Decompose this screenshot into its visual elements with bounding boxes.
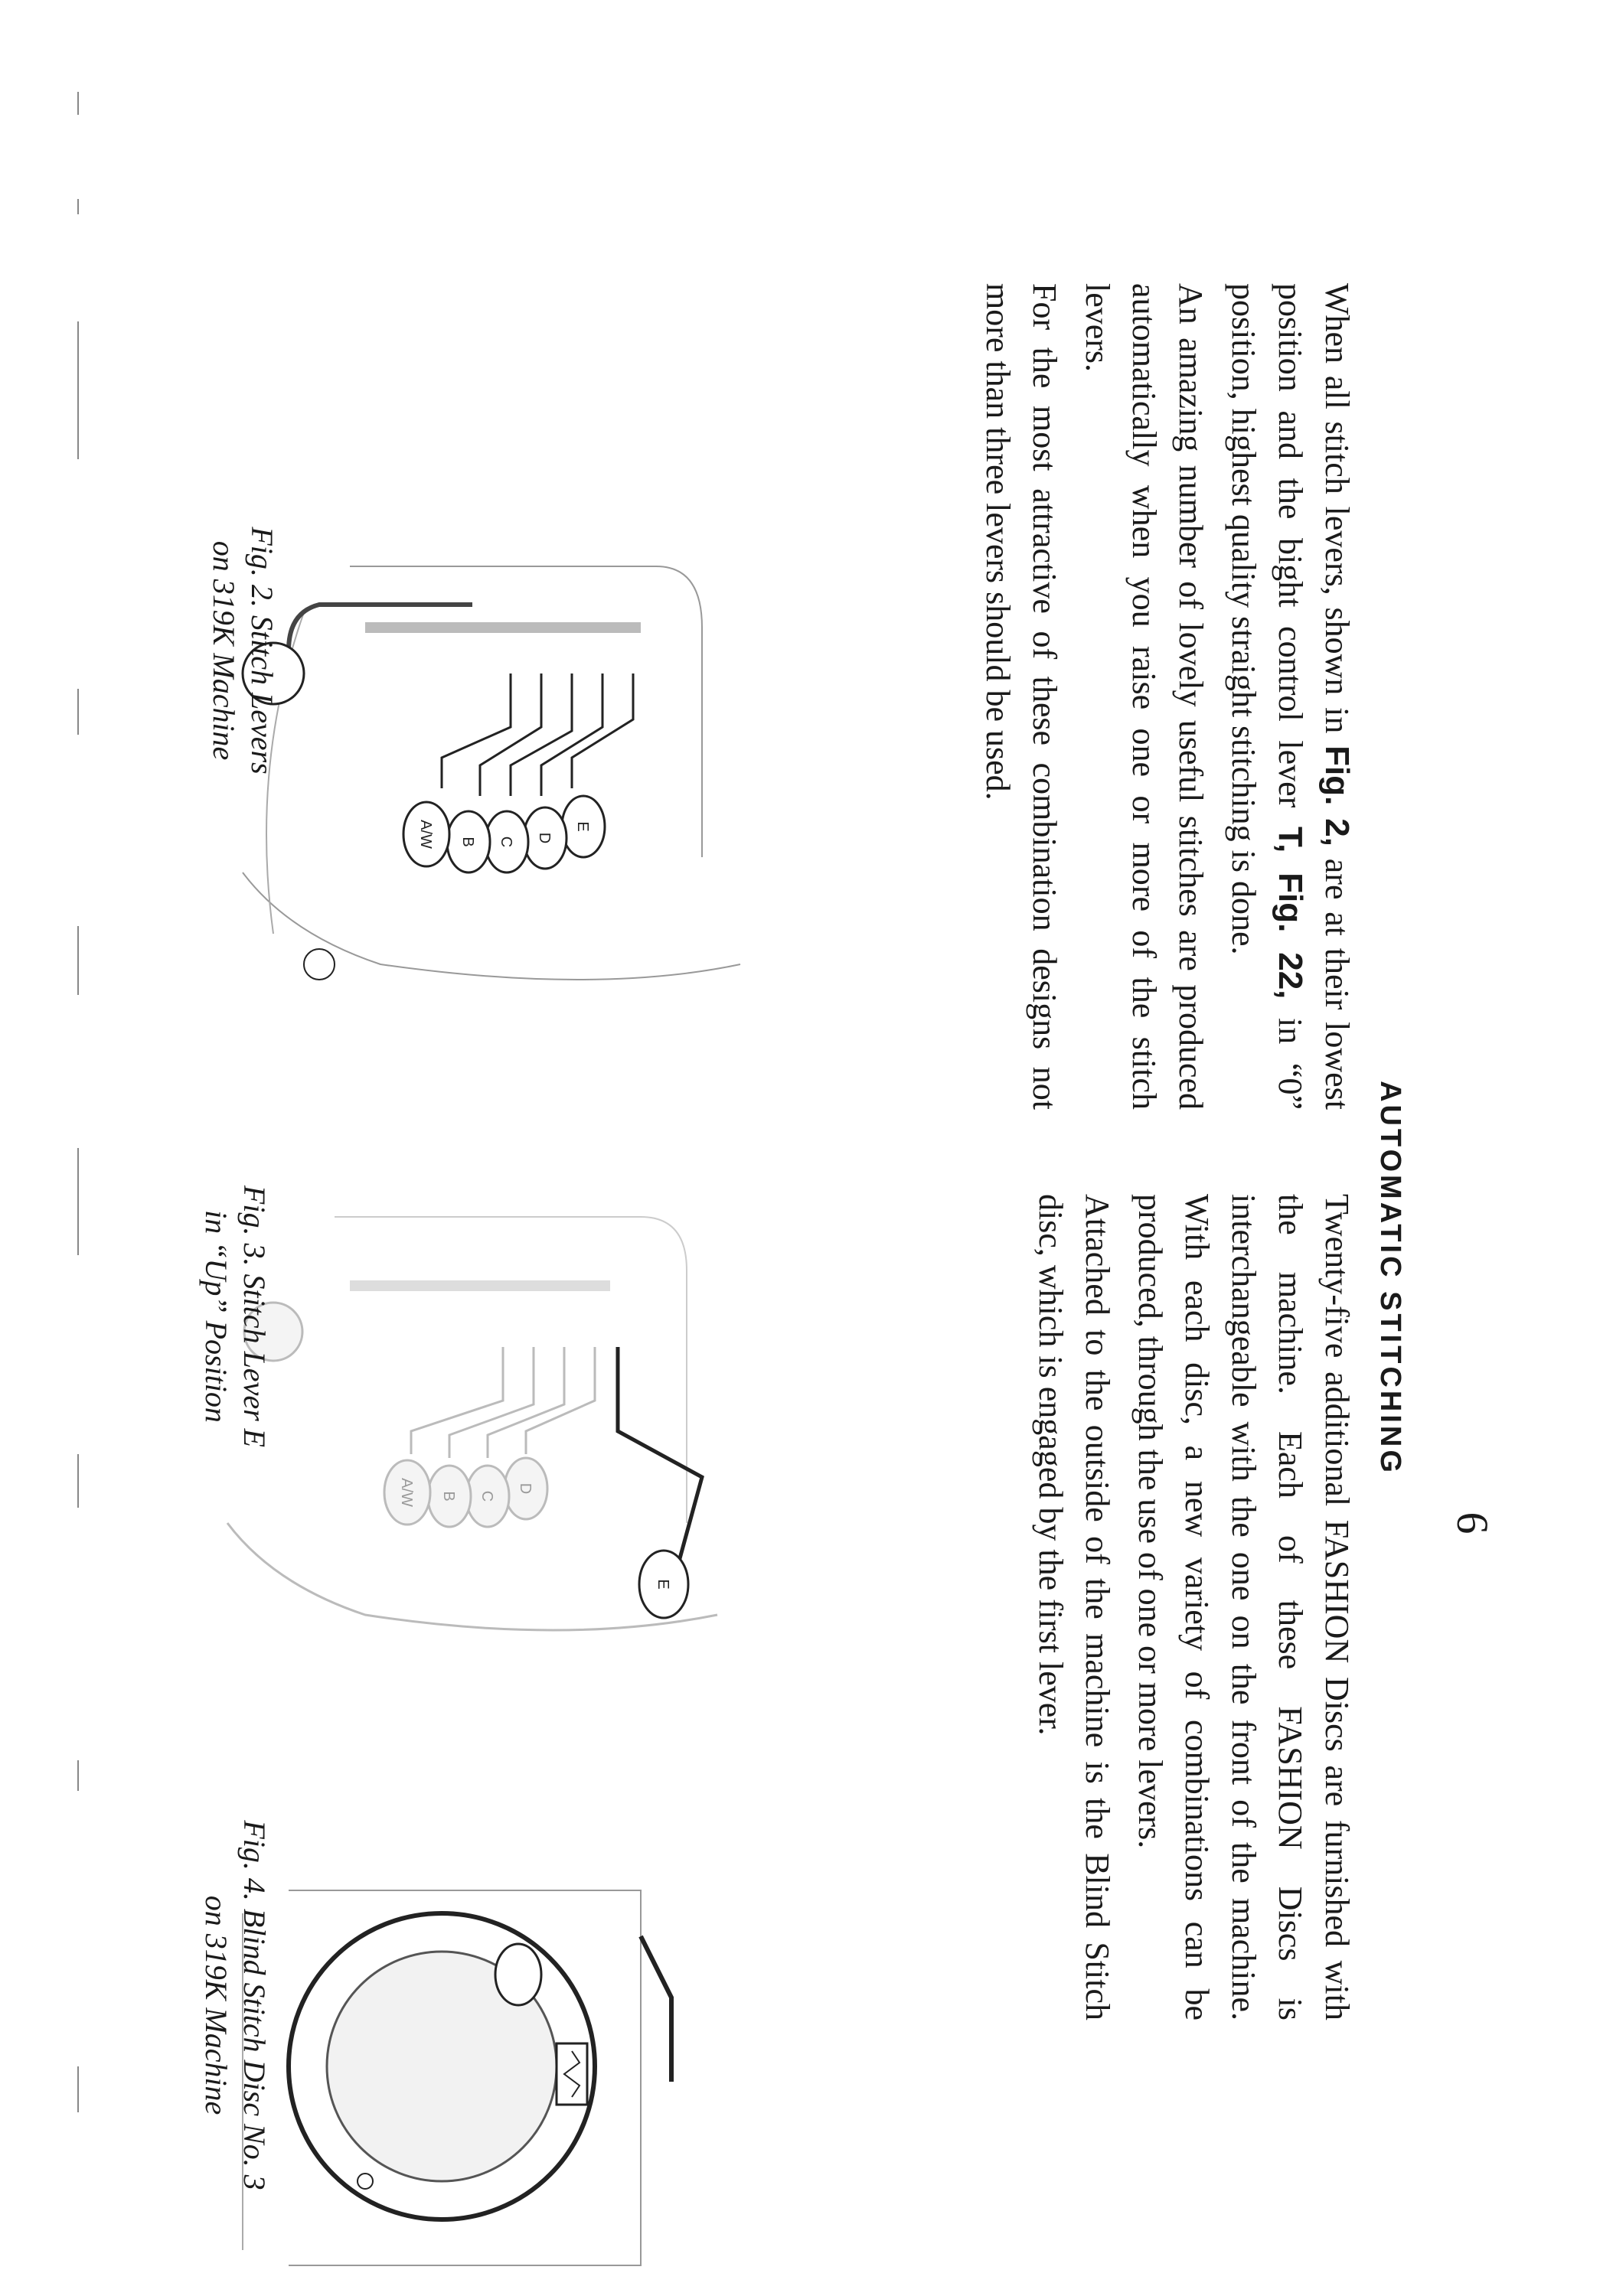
lever-label-aw: A/W xyxy=(417,820,434,849)
figure-4-caption: Fig. 4. Blind Stitch Disc No. 3 on 319K Machine xyxy=(199,1820,272,2190)
ghost-lever-label: A/W xyxy=(398,1478,415,1507)
figure-reference: T, Fig. 22, xyxy=(1272,827,1309,1000)
figure-reference: Fig. 2, xyxy=(1318,745,1356,846)
figure-2-caption: Fig. 2. Stitch Levers on 319K Machine xyxy=(207,527,279,775)
figure-3-lever-e-up xyxy=(197,1202,748,1661)
paragraph-fashion-discs: Twenty-five additional FASHION Discs are furnished with the machine. Each of these FASHION Discs is interchangeable with the one on the front of the machine. With each disc, a new variety of combinations can be produced, through the use of one or more levers. xyxy=(1131,1194,1356,2020)
ghost-lever-label: B xyxy=(440,1491,457,1502)
section-title: AUTOMATIC STITCHING xyxy=(1374,1081,1406,1476)
paragraph-combination-designs: For the most attractive of these combination designs not more than three levers should be used. xyxy=(979,283,1063,1110)
scan-edge-noise xyxy=(67,0,90,2296)
lever-label-c: C xyxy=(498,836,514,848)
page-number: 6 xyxy=(1448,1512,1497,1534)
lever-label-e: E xyxy=(655,1579,671,1590)
lever-label-d: D xyxy=(536,832,553,844)
paragraph-blind-stitch: Attached to the outside of the machine is the Blind Stitch disc, which is engaged by the first lever. xyxy=(1032,1194,1116,2020)
ghost-lever-label: D xyxy=(517,1482,534,1495)
figure-2-stitch-levers xyxy=(212,536,748,1026)
figure-3-caption: Fig. 3. Stitch Lever E in “Up” Position xyxy=(199,1185,272,1448)
right-text-column xyxy=(1021,1194,1360,2020)
paragraph-automatic-stitches: An amazing number of lovely useful stitches are produced automatically when you raise one or more of the stitch levers. xyxy=(1079,283,1210,1110)
figure-4-blind-stitch-disc xyxy=(212,1867,687,2296)
lever-label-e: E xyxy=(574,821,591,832)
ghost-lever-label: C xyxy=(478,1490,495,1502)
left-text-column xyxy=(968,283,1360,1110)
lever-label-b: B xyxy=(459,837,476,847)
paragraph-stitch-levers: When all stitch levers, shown in Fig. 2, are at their lowest position and the bight control lever T, Fig. 22, in “0” position, highest quality straight stitching is done. xyxy=(1225,283,1356,1110)
